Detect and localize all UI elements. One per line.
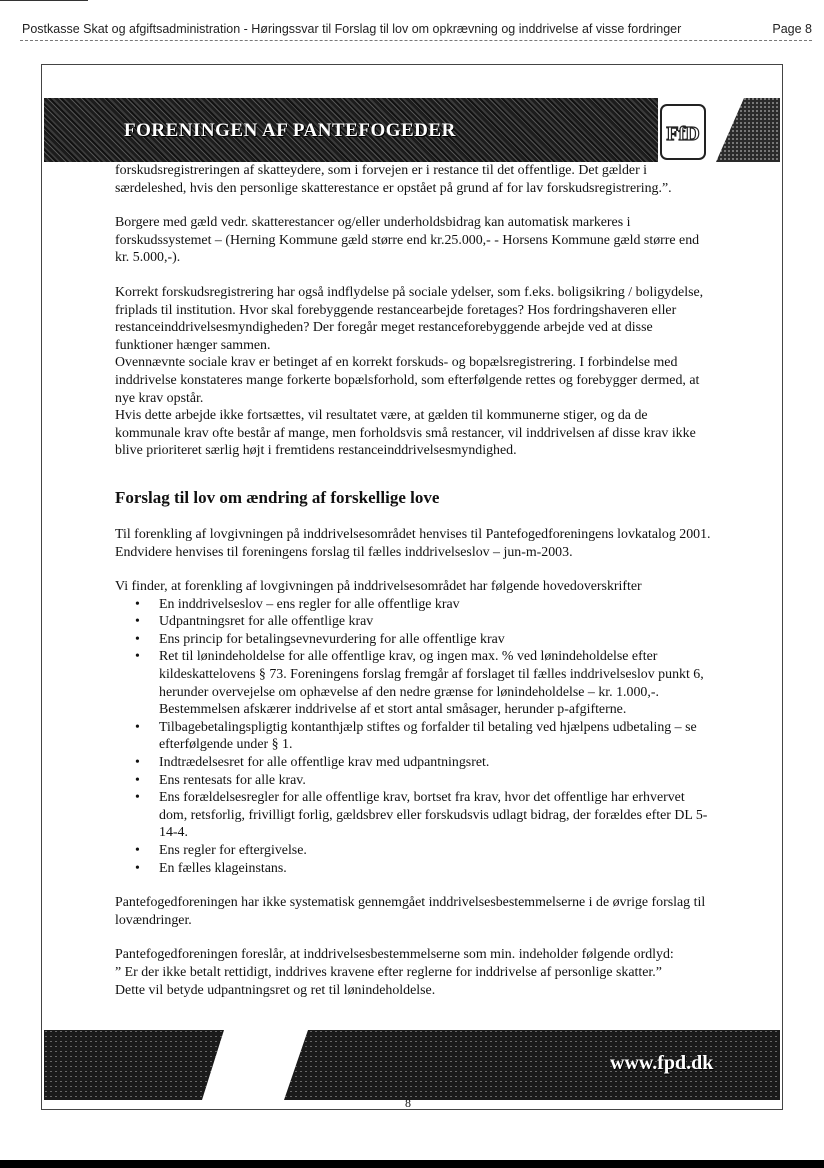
list-item: • Indtrædelsesret for alle offentlige krav med udpantningsret. [159, 754, 713, 772]
page-number: 8 [405, 1096, 411, 1110]
banner-title: FORENINGEN AF PANTEFOGEDER [124, 120, 456, 141]
list-item: • Ens princip for betalingsevnevurdering for alle offentlige krav [159, 631, 713, 649]
logo-letters: FfD [666, 123, 700, 145]
top-rule [0, 0, 88, 1]
list-item: • Ret til lønindeholdelse for alle offentlige krav, og ingen max. % ved lønindeholdelse efter kildeskattelovens § 73. Foreningens forslag fremgår af forslaget til fælles inddrivelseslov punkt 6, herunder overvejelse om ophævelse af den nedre grænse for lønindeholdelse – kr. 1.000,-. Bestemmelsen afskærer inddrivelse af et stort antal småsager, herunder p-afgifterne. [159, 648, 713, 718]
running-header [22, 22, 812, 36]
list-item: • Ens forældelsesregler for alle offentlige krav, bortset fra krav, hvor det offentlige har erhvervet dom, retsforlig, frivilligt forlig, gældsbrev eller forskudsvis udlagt bidrag, der forældes efter DL 5-14-4. [159, 789, 713, 842]
paragraph-restance: forskudsregistreringen af skatteydere, som i forvejen er i restance til det offentlige. Det gælder i særdeleshed, hvis den personlige skatterestance er opstået på grund af for lav forskudsregistrering.”. [115, 163, 672, 196]
list-item: • En fælles klageinstans. [159, 860, 713, 878]
paragraph-korrekt: Korrekt forskudsregistrering har også indflydelse på sociale ydelser, som f.eks. boligsikring / boligydelse, friplads til institution. Hvor skal forebyggende restancearbejde foretages? Hos fordringshaveren eller restanceinddrivelsesmyndigheden? Der foregår meget restanceforebyggende arbejde ved at disse funktioner hænger sammen. [115, 284, 704, 353]
header-rule [20, 40, 812, 41]
paragraph-hvis: Hvis dette arbejde ikke fortsættes, vil resultatet være, at gælden til kommunerne stiger, og da de kommunale krav ofte består af mange, men forholdsvis små restancer, vil inddrivelsen af disse krav ikke blive prioriteret særlig højt i fremtidens restanceinddrivelsesmyndighed. [115, 408, 696, 459]
list-item: • En inddrivelseslov – ens regler for alle offentlige krav [159, 596, 713, 614]
bullet-list [115, 596, 713, 878]
footer-decoration-left [44, 1030, 224, 1100]
corner-decoration [716, 98, 780, 162]
paragraph-ovennaevnte: Ovennævnte sociale krav er betinget af en korrekt forskuds- og bopælsregistrering. I forbindelse med inddrivelse konstateres mange forkerte bopælsforhold, som efterfølgende rettes og forebygger dermed, at nye krav opstår. [115, 355, 700, 406]
body-content [115, 162, 713, 999]
paragraph-intro: Til forenkling af lovgivningen på inddrivelsesområdet henvises til Pantefogedforeningens lovkatalog 2001. Endvidere henvises til foreningens forslag til fælles inddrivelseslov – jun-m-2003. [115, 526, 711, 560]
list-item: • Udpantningsret for alle offentlige krav [159, 613, 713, 631]
page-label: Page 8 [768, 22, 812, 36]
list-intro: Vi finder, at forenkling af lovgivningen på inddrivelsesområdet har følgende hovedoverskrifter [115, 579, 642, 595]
section-heading: Forslag til lov om ændring af forskellige love [115, 487, 440, 507]
closing-line: Dette vil betyde udpantningsret og ret til lønindeholdelse. [115, 982, 436, 998]
running-title: Postkasse Skat og afgiftsadministration - Høringssvar til Forslag til lov om opkrævning og inddrivelse af visse fordringer [22, 22, 682, 36]
list-item: • Tilbagebetalingspligtig kontanthjælp stiftes og forfalder til betaling ved hjælpens udbetaling – se efterfølgende under § 1. [159, 719, 713, 754]
footer-url-link[interactable]: www.fpd.dk [610, 1052, 714, 1074]
closing-line: Pantefogedforeningen foreslår, at inddrivelsesbestemmelserne som min. indeholder følgende ordlyd: [115, 947, 674, 963]
fpd-logo-icon [660, 104, 706, 160]
paragraph-after-list: Pantefogedforeningen har ikke systematisk gennemgået inddrivelsesbestemmelserne i de øvrige forslag til lovændringer. [115, 895, 706, 928]
paragraph-borgere: Borgere med gæld vedr. skatterestancer og/eller underholdsbidrag kan automatisk markeres i forskudssystemet – (Herning Kommune gæld større end kr.25.000,- - Horsens Kommune gæld større end kr. 5.000,-). [115, 215, 700, 266]
list-item: • Ens rentesats for alle krav. [159, 772, 713, 790]
list-item: • Ens regler for eftergivelse. [159, 842, 713, 860]
closing-quote: ” Er der ikke betalt rettidigt, inddrives kravene efter reglerne for inddrivelse af personlige skatter.” [115, 964, 662, 980]
bottom-edge [0, 1160, 824, 1168]
